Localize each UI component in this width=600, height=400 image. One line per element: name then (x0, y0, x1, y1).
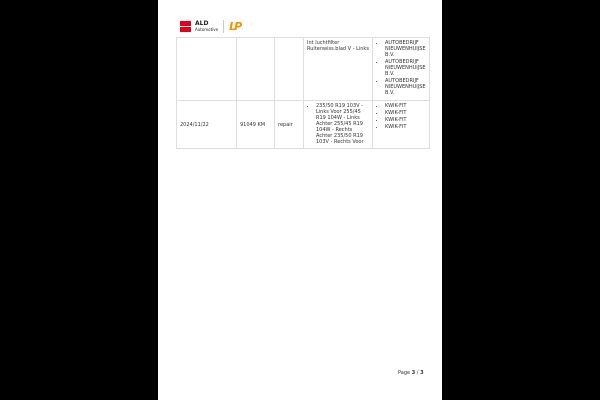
supplier-item: • KWIK-FIT (385, 110, 426, 116)
supplier-item: • KWIK-FIT (385, 103, 426, 109)
header-logo (180, 20, 240, 33)
supplier-item: • KWIK-FIT (385, 117, 426, 123)
supplier-item: • KWIK-FIT (385, 124, 426, 130)
type-cell: repair (275, 101, 304, 149)
page-number: Page 3 / 3 (398, 370, 424, 376)
brand-name: ALD (195, 19, 209, 27)
items-cell (304, 38, 373, 101)
maintenance-table (176, 37, 430, 149)
mileage-cell: 91049 KM (237, 101, 275, 149)
supplier-cell (373, 38, 430, 101)
partner-logo-icon: LP (229, 20, 241, 33)
document-page (158, 0, 442, 400)
item-text: Int luchtfilter Ruitenwiss.blad V - Links (307, 40, 369, 52)
brand-sub: Automotive (195, 26, 219, 32)
logo-divider (223, 20, 224, 33)
supplier-item: • AUTOBEDRIJF NIEUWENHUIJSE B.V. (385, 78, 426, 96)
supplier-item: • AUTOBEDRIJF NIEUWENHUIJSE B.V. (385, 40, 426, 58)
table-row (177, 38, 430, 101)
mileage-cell (237, 38, 275, 101)
supplier-item: • AUTOBEDRIJF NIEUWENHUIJSE B.V. (385, 59, 426, 77)
table-row (177, 101, 430, 149)
type-cell (275, 38, 304, 101)
supplier-cell (373, 101, 430, 149)
date-cell: 2024/11/22 (177, 101, 237, 149)
items-cell (304, 101, 373, 149)
date-cell (177, 38, 237, 101)
ald-logo-icon (180, 21, 191, 32)
item-text: • 235/50 R19 103V - Links Voor 255/45 R19 104W - Links Achter 255/45 R19 104W - Rechts Achter 235/50 R19 103V - Rechts Voor (316, 103, 369, 145)
